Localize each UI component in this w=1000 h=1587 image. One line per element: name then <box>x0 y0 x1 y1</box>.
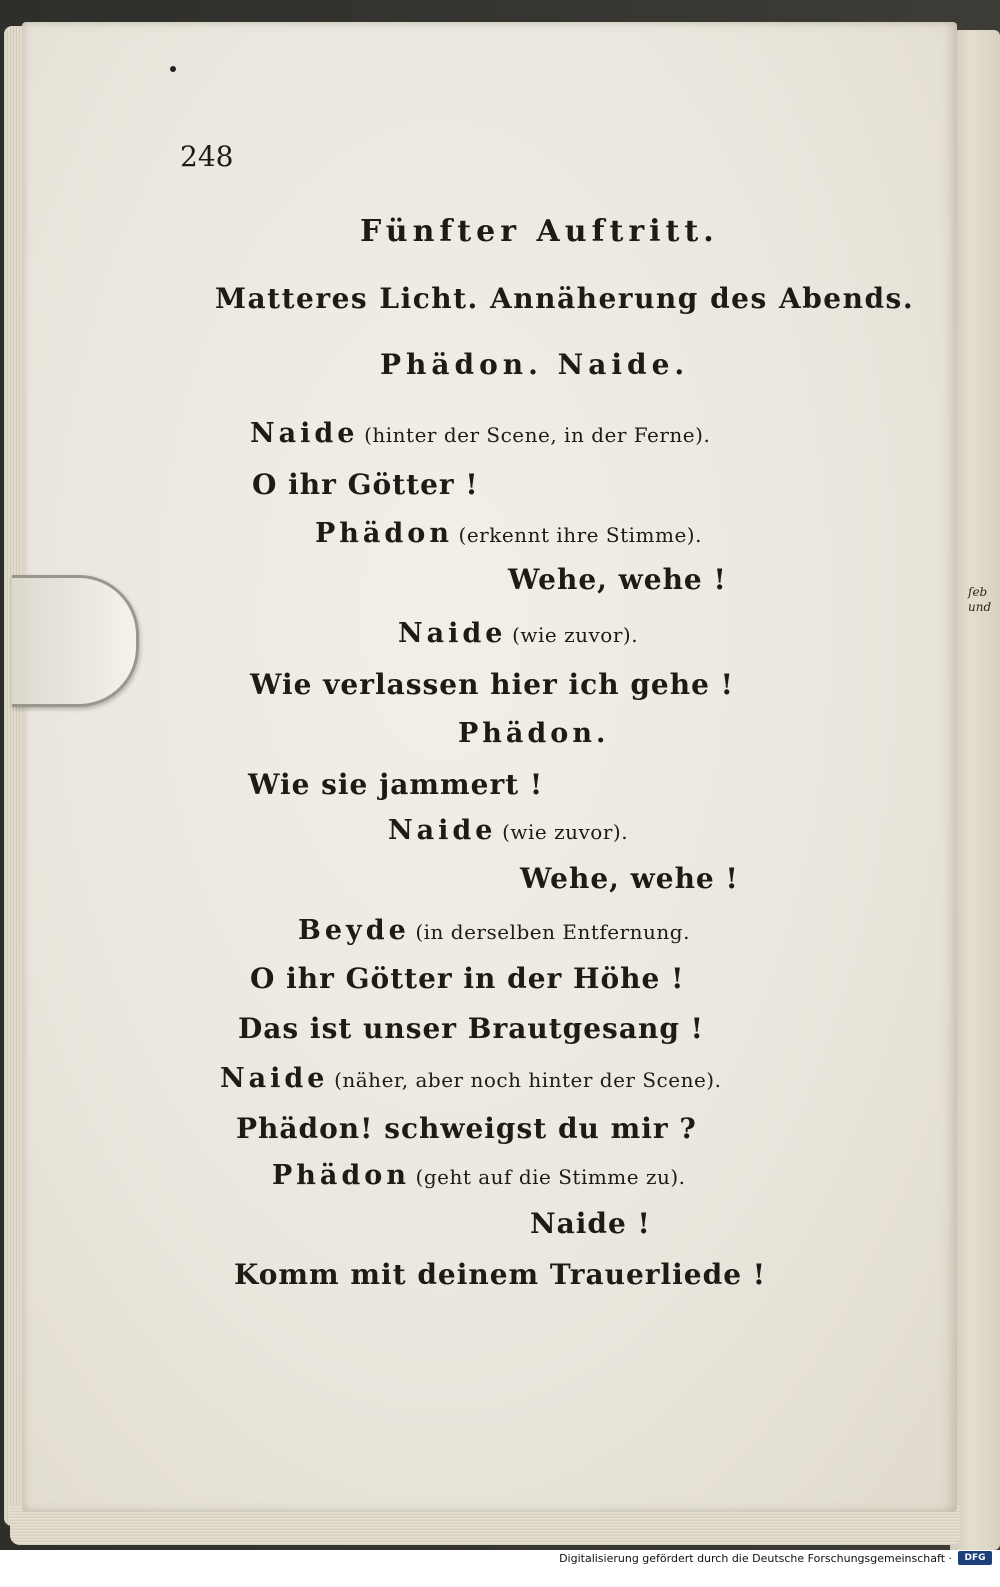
verse-line: Naide ! <box>530 1207 651 1240</box>
verse-line: Wehe, wehe ! <box>508 563 727 596</box>
facing-page-fragment: ſeb und <box>968 585 992 614</box>
verse-line: Phädon! schweigst du mir ? <box>236 1112 697 1145</box>
speaker-name: Phädon. <box>458 718 610 749</box>
footer-credit: Digitalisierung gefördert durch die Deutsche Forschungsgemeinschaft · <box>559 1552 952 1565</box>
page-number: 248 <box>180 140 234 173</box>
stage-direction: (näher, aber noch hinter der Scene). <box>334 1068 722 1092</box>
speaker-name: Naide <box>220 1063 329 1094</box>
facing-page-edge <box>950 30 1000 1550</box>
speaker-name: Beyde <box>298 915 410 946</box>
verse-line: Wie verlassen hier ich gehe ! <box>250 668 734 701</box>
dfg-logo: DFG <box>958 1551 992 1565</box>
speaker-line <box>315 518 702 549</box>
verse-line: Das ist unser Brautgesang ! <box>238 1012 704 1045</box>
verse-line: O ihr Götter in der Höhe ! <box>250 962 685 995</box>
speaker-line <box>458 718 609 749</box>
speaker-name: Naide <box>388 815 497 846</box>
speaker-name: Phädon <box>315 518 453 549</box>
stage-direction: (geht auf die Stimme zu). <box>415 1165 686 1189</box>
speaker-line <box>388 815 628 846</box>
stage-direction: (hinter der Scene, in der Ferne). <box>364 423 711 447</box>
speaker-line <box>398 618 638 649</box>
speaker-name: Phädon <box>272 1160 410 1191</box>
verse-line: O ihr Götter ! <box>252 468 479 501</box>
speaker-line <box>272 1160 686 1191</box>
speaker-line <box>250 418 710 449</box>
verse-line: Wehe, wehe ! <box>520 862 739 895</box>
stage-direction: (wie zuvor). <box>502 820 629 844</box>
characters-line: Phädon. Naide. <box>380 348 690 381</box>
ink-dot <box>170 66 176 72</box>
speaker-name: Naide <box>250 418 359 449</box>
stage-direction: (erkennt ihre Stimme). <box>458 523 702 547</box>
verse-line: Komm mit deinem Trauerliede ! <box>234 1258 767 1291</box>
scene-title: Fünfter Auftritt. <box>360 214 719 249</box>
verse-line: Wie sie jammert ! <box>248 768 544 801</box>
speaker-line <box>220 1063 721 1094</box>
speaker-name: Naide <box>398 618 507 649</box>
bookmark-clip <box>12 575 139 707</box>
speaker-line <box>298 915 690 946</box>
stage-direction: (wie zuvor). <box>512 623 639 647</box>
stage-direction: (in derselben Entfernung. <box>415 920 690 944</box>
setting-line: Matteres Licht. Annäherung des Abends. <box>215 282 915 315</box>
